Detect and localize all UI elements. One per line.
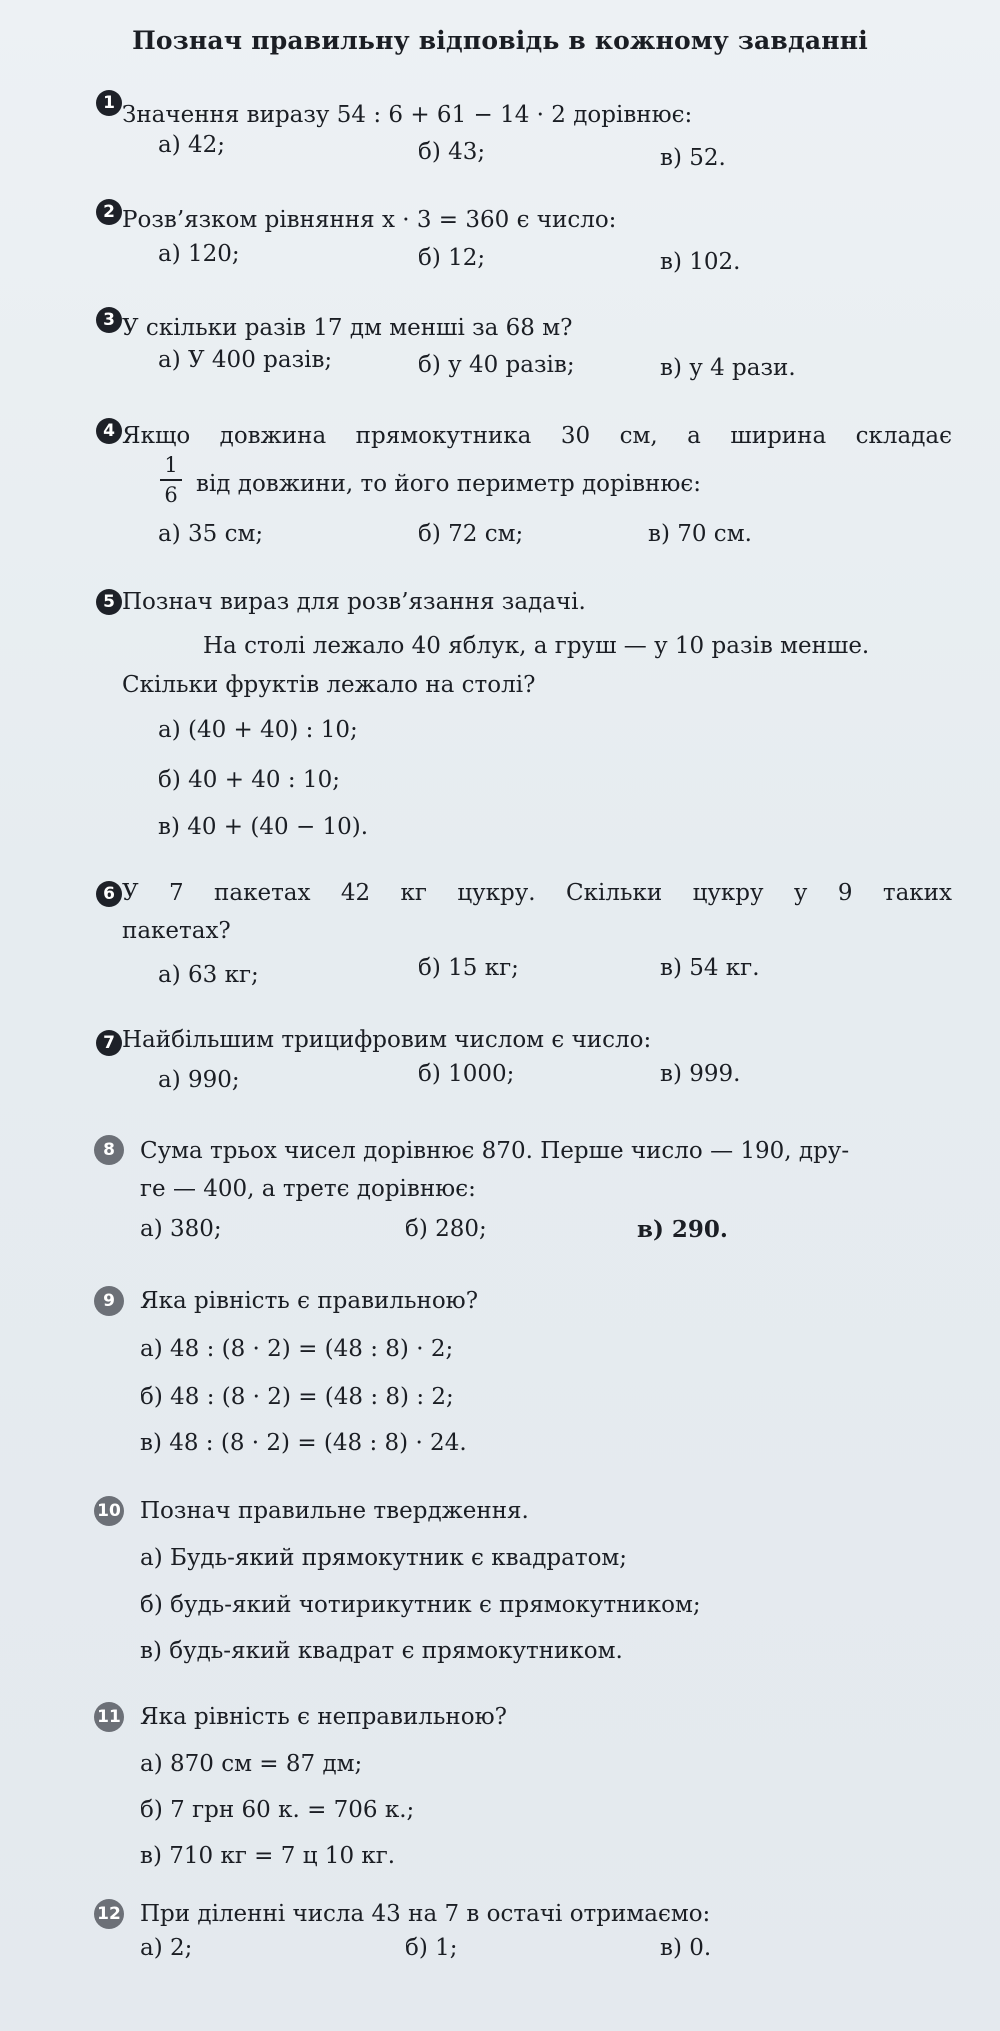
task-10-option-a[interactable]: а) Будь-який прямокутник є квадратом; xyxy=(140,1545,628,1571)
task-12-option-c[interactable]: в) 0. xyxy=(660,1935,712,1961)
task-6-question-line-2: пакетах? xyxy=(122,918,231,944)
task-10-option-b[interactable]: б) будь-який чотирикутник є прямокутником; xyxy=(140,1592,701,1618)
task-1-option-b[interactable]: б) 43; xyxy=(418,139,486,165)
task-12-option-b[interactable]: б) 1; xyxy=(405,1935,458,1961)
task-6-option-c[interactable]: в) 54 кг. xyxy=(660,955,760,981)
page-title: Познач правильну відповідь в кожному завданні xyxy=(132,26,868,55)
task-8-question-line-2: ге — 400, а третє дорівнює: xyxy=(140,1176,476,1202)
task-5-question: Познач вираз для розв’язання задачі. xyxy=(122,589,586,615)
task-6-option-a[interactable]: а) 63 кг; xyxy=(158,962,259,988)
task-number-9: 9 xyxy=(94,1286,124,1316)
task-number-7: 7 xyxy=(96,1030,122,1056)
task-2-question: Розв’язком рівняння x · 3 = 360 є число: xyxy=(122,207,617,233)
task-2-option-a[interactable]: а) 120; xyxy=(158,241,240,267)
fraction-numerator: 1 xyxy=(164,453,178,477)
task-number-5: 5 xyxy=(96,589,122,615)
task-7-option-b[interactable]: б) 1000; xyxy=(418,1061,515,1087)
task-9-option-a[interactable]: а) 48 : (8 · 2) = (48 : 8) · 2; xyxy=(140,1336,454,1362)
task-7-question: Найбільшим трицифровим числом є число: xyxy=(122,1027,652,1053)
fraction-bar xyxy=(160,479,182,481)
task-7-option-c[interactable]: в) 999. xyxy=(660,1061,741,1087)
task-number-8: 8 xyxy=(94,1135,124,1165)
task-number-2: 2 xyxy=(96,199,122,225)
task-4-question-line-1: Якщо довжина прямокутника 30 см, а ширина складає xyxy=(122,423,952,449)
task-number-3: 3 xyxy=(96,307,122,333)
fraction-denominator: 6 xyxy=(164,483,178,507)
task-1-option-a[interactable]: а) 42; xyxy=(158,132,226,158)
task-9-option-c[interactable]: в) 48 : (8 · 2) = (48 : 8) · 24. xyxy=(140,1430,467,1456)
task-4-question-line-2: від довжини, то його периметр дорівнює: xyxy=(196,471,702,497)
task-12-option-a[interactable]: а) 2; xyxy=(140,1935,193,1961)
task-11-option-b[interactable]: б) 7 грн 60 к. = 706 к.; xyxy=(140,1797,415,1823)
task-5-problem-line-1: На столі лежало 40 яблук, а груш — у 10 разів менше. xyxy=(203,633,870,659)
task-3-option-b[interactable]: б) у 40 разів; xyxy=(418,352,575,378)
task-8-question-line-1: Сума трьох чисел дорівнює 870. Перше число — 190, дру- xyxy=(140,1138,850,1164)
task-10-option-c[interactable]: в) будь-який квадрат є прямокутником. xyxy=(140,1638,623,1664)
task-3-option-c[interactable]: в) у 4 рази. xyxy=(660,355,796,381)
task-1-question: Значення виразу 54 : 6 + 61 − 14 · 2 дорівнює: xyxy=(122,102,693,128)
task-4-option-a[interactable]: а) 35 см; xyxy=(158,521,264,547)
task-12-question: При діленні числа 43 на 7 в остачі отримаємо: xyxy=(140,1901,711,1927)
task-6-option-b[interactable]: б) 15 кг; xyxy=(418,955,519,981)
task-number-1: 1 xyxy=(96,90,122,116)
task-number-12: 12 xyxy=(94,1899,124,1929)
task-9-option-b[interactable]: б) 48 : (8 · 2) = (48 : 8) : 2; xyxy=(140,1384,454,1410)
task-8-option-a[interactable]: а) 380; xyxy=(140,1216,222,1242)
task-2-option-b[interactable]: б) 12; xyxy=(418,245,486,271)
task-11-question: Яка рівність є неправильною? xyxy=(140,1704,507,1730)
task-4-fraction xyxy=(160,452,182,508)
task-3-question: У скільки разів 17 дм менші за 68 м? xyxy=(122,315,573,341)
task-5-option-c[interactable]: в) 40 + (40 − 10). xyxy=(158,814,369,840)
task-11-option-c[interactable]: в) 710 кг = 7 ц 10 кг. xyxy=(140,1843,396,1869)
task-8-option-c[interactable]: в) 290. xyxy=(637,1216,728,1243)
task-number-10: 10 xyxy=(94,1496,124,1526)
task-5-problem-line-2: Скільки фруктів лежало на столі? xyxy=(122,672,536,698)
task-7-option-a[interactable]: а) 990; xyxy=(158,1067,240,1093)
task-number-6: 6 xyxy=(96,881,122,907)
task-number-4: 4 xyxy=(96,418,122,444)
task-2-option-c[interactable]: в) 102. xyxy=(660,249,741,275)
task-5-option-a[interactable]: а) (40 + 40) : 10; xyxy=(158,717,358,743)
task-6-question-line-1: У 7 пакетах 42 кг цукру. Скільки цукру у 9 таких xyxy=(122,880,952,906)
task-1-option-c[interactable]: в) 52. xyxy=(660,145,726,171)
task-4-option-b[interactable]: б) 72 см; xyxy=(418,521,524,547)
task-8-option-b[interactable]: б) 280; xyxy=(405,1216,487,1242)
task-10-question: Познач правильне твердження. xyxy=(140,1498,529,1524)
task-number-11: 11 xyxy=(94,1702,124,1732)
task-3-option-a[interactable]: а) У 400 разів; xyxy=(158,347,333,373)
task-5-option-b[interactable]: б) 40 + 40 : 10; xyxy=(158,767,340,793)
task-11-option-a[interactable]: а) 870 см = 87 дм; xyxy=(140,1751,363,1777)
task-9-question: Яка рівність є правильною? xyxy=(140,1288,479,1314)
task-4-option-c[interactable]: в) 70 см. xyxy=(648,521,752,547)
